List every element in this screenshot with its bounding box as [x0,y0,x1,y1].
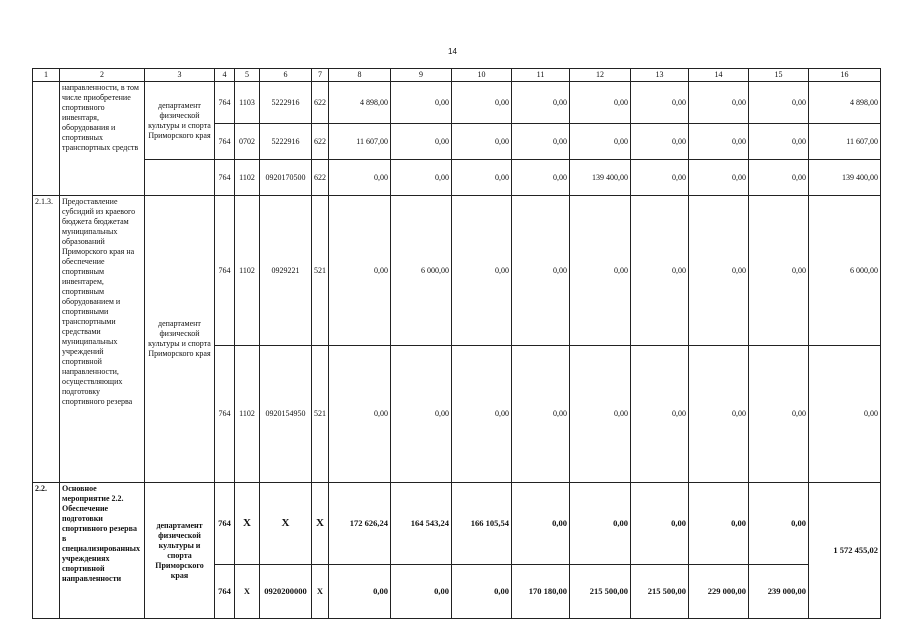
amount-cell-col12: 0,00 [570,124,631,160]
table-row [33,82,881,124]
amount-cell-col14: 0,00 [689,124,749,160]
amount-cell-col9: 0,00 [391,124,452,160]
col-num-10: 10 [452,69,512,82]
page-number: 14 [448,47,457,56]
col-num-13: 13 [631,69,689,82]
amount-cell-col12: 0,00 [570,346,631,483]
amount-cell-col11: 0,00 [512,82,570,124]
amount-cell-col13: 0,00 [631,160,689,196]
item-name-cell: Основное мероприятие 2.2. Обеспечение подготовки спортивного резерва в специализированных учреждениях спортивной направленности [60,483,145,619]
table-body [33,69,881,619]
code-razdel-cell: 0702 [235,124,260,160]
col-num-4: 4 [215,69,235,82]
table-row [33,160,881,196]
budget-table [32,68,881,619]
col-num-14: 14 [689,69,749,82]
amount-cell-col9: 0,00 [391,346,452,483]
amount-cell-col9: 0,00 [391,565,452,619]
amount-cell-col13: 0,00 [631,346,689,483]
table-row [33,483,881,565]
code-target-cell: 5222916 [260,124,312,160]
code-grbs-cell: 764 [215,565,235,619]
code-razdel-cell: 1102 [235,346,260,483]
amount-cell-col8: 172 626,24 [329,483,391,565]
amount-cell-col16: 6 000,00 [809,196,881,346]
amount-cell-col12: 139 400,00 [570,160,631,196]
column-number-row [33,69,881,82]
amount-cell-col8: 0,00 [329,160,391,196]
table-row [33,196,881,346]
code-vr-cell: X [312,565,329,619]
amount-cell-col15: 0,00 [749,196,809,346]
col-num-9: 9 [391,69,452,82]
code-grbs-cell: 764 [215,124,235,160]
amount-cell-col10: 0,00 [452,565,512,619]
item-name-cell: направленности, в том числе приобретение спортивного инвентаря, оборудования и спортивных транспортных средств [60,82,145,196]
code-vr-cell: X [312,483,329,565]
amount-cell-col9: 6 000,00 [391,196,452,346]
amount-cell-col11: 0,00 [512,124,570,160]
col-num-11: 11 [512,69,570,82]
code-grbs-cell: 764 [215,196,235,346]
amount-cell-col14: 0,00 [689,82,749,124]
code-razdel-cell: X [235,483,260,565]
col-num-5: 5 [235,69,260,82]
amount-cell-col8: 0,00 [329,196,391,346]
amount-cell-col16: 139 400,00 [809,160,881,196]
amount-cell-col16: 11 607,00 [809,124,881,160]
amount-cell-col8: 4 898,00 [329,82,391,124]
amount-cell-col14: 0,00 [689,346,749,483]
amount-cell-col12: 0,00 [570,483,631,565]
amount-cell-col12: 215 500,00 [570,565,631,619]
code-vr-cell: 622 [312,124,329,160]
code-grbs-cell: 764 [215,483,235,565]
amount-cell-col15: 0,00 [749,346,809,483]
total-cell: 1 572 455,02 [809,483,881,619]
code-vr-cell: 521 [312,346,329,483]
col-num-16: 16 [809,69,881,82]
amount-cell-col13: 0,00 [631,82,689,124]
amount-cell-col12: 0,00 [570,82,631,124]
amount-cell-col15: 0,00 [749,124,809,160]
amount-cell-col10: 166 105,54 [452,483,512,565]
amount-cell-col10: 0,00 [452,160,512,196]
amount-cell-col15: 239 000,00 [749,565,809,619]
amount-cell-col10: 0,00 [452,196,512,346]
col-num-2: 2 [60,69,145,82]
amount-cell-col13: 0,00 [631,483,689,565]
amount-cell-col15: 0,00 [749,483,809,565]
code-vr-cell: 521 [312,196,329,346]
amount-cell-col14: 0,00 [689,196,749,346]
amount-cell-col11: 0,00 [512,160,570,196]
amount-cell-col11: 0,00 [512,346,570,483]
amount-cell-col11: 170 180,00 [512,565,570,619]
code-grbs-cell: 764 [215,346,235,483]
col-num-8: 8 [329,69,391,82]
amount-cell-col15: 0,00 [749,160,809,196]
amount-cell-col13: 215 500,00 [631,565,689,619]
amount-cell-col8: 11 607,00 [329,124,391,160]
item-number-cell: 2.2. [33,483,60,619]
amount-cell-col14: 229 000,00 [689,565,749,619]
code-target-cell: X [260,483,312,565]
amount-cell-col16: 0,00 [809,346,881,483]
amount-cell-col14: 0,00 [689,160,749,196]
col-num-15: 15 [749,69,809,82]
code-target-cell: 0929221 [260,196,312,346]
amount-cell-col10: 0,00 [452,124,512,160]
code-grbs-cell: 764 [215,82,235,124]
amount-cell-col13: 0,00 [631,124,689,160]
col-num-3: 3 [145,69,215,82]
amount-cell-col12: 0,00 [570,196,631,346]
code-vr-cell: 622 [312,160,329,196]
amount-cell-col16: 4 898,00 [809,82,881,124]
amount-cell-col14: 0,00 [689,483,749,565]
amount-cell-col9: 0,00 [391,82,452,124]
col-num-12: 12 [570,69,631,82]
code-razdel-cell: 1102 [235,196,260,346]
code-vr-cell: 622 [312,82,329,124]
code-target-cell: 0920200000 [260,565,312,619]
department-cell: департамент физической культуры и спорта Приморского края [145,82,215,160]
amount-cell-col10: 0,00 [452,82,512,124]
code-target-cell: 0920154950 [260,346,312,483]
amount-cell-col9: 0,00 [391,160,452,196]
col-num-6: 6 [260,69,312,82]
amount-cell-col8: 0,00 [329,346,391,483]
department-cell-empty [145,160,215,196]
department-cell: департамент физической культуры и спорта Приморского края [145,483,215,619]
code-target-cell: 5222916 [260,82,312,124]
department-cell: департамент физической культуры и спорта Приморского края [145,196,215,483]
amount-cell-col13: 0,00 [631,196,689,346]
code-target-cell: 0920170500 [260,160,312,196]
col-num-7: 7 [312,69,329,82]
code-razdel-cell: 1103 [235,82,260,124]
item-number-cell: 2.1.3. [33,196,60,483]
amount-cell-col9: 164 543,24 [391,483,452,565]
amount-cell-col11: 0,00 [512,483,570,565]
amount-cell-col10: 0,00 [452,346,512,483]
amount-cell-col11: 0,00 [512,196,570,346]
item-number-cell [33,82,60,196]
code-grbs-cell: 764 [215,160,235,196]
code-razdel-cell: X [235,565,260,619]
amount-cell-col15: 0,00 [749,82,809,124]
code-razdel-cell: 1102 [235,160,260,196]
col-num-1: 1 [33,69,60,82]
amount-cell-col8: 0,00 [329,565,391,619]
item-name-cell: Предоставление субсидий из краевого бюджета бюджетам муниципальных образований Приморского края на обеспечение спортивным инвентарем, спортивным оборудованием и спортивными транспортными средствами муниципальных учреждений спортивной направленности, осуществляющих подготовку спортивного резерва [60,196,145,483]
